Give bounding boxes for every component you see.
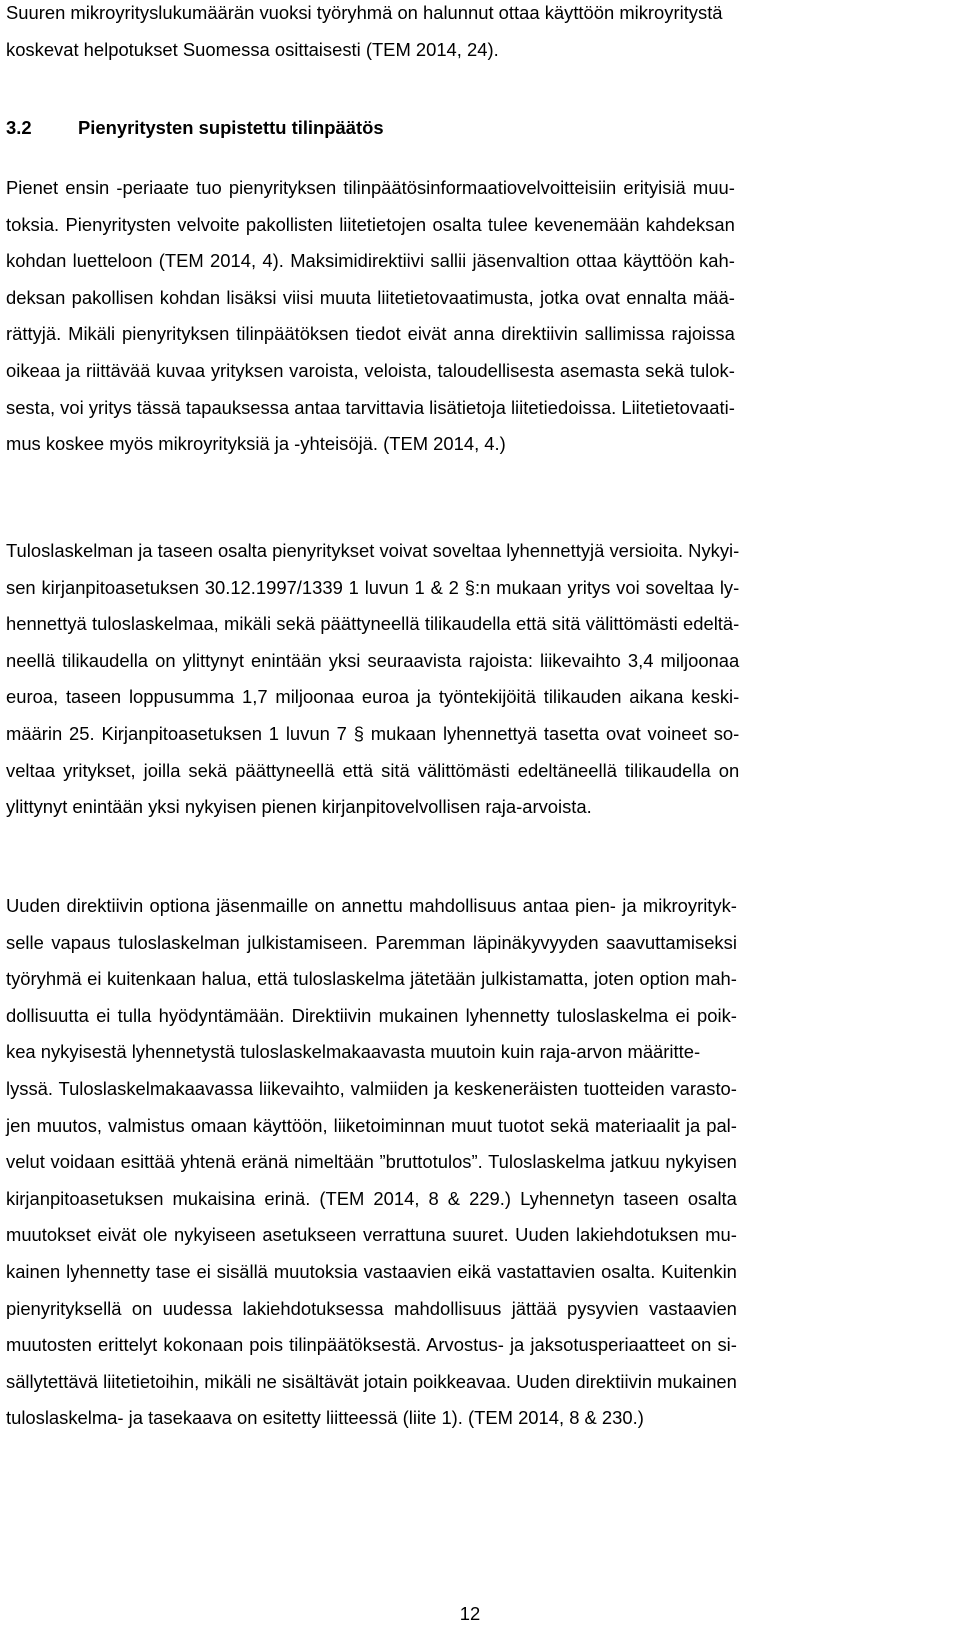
- text-line: ylittynyt enintään yksi nykyisen pienen kirjanpitovelvollisen raja-arvoista.: [6, 796, 592, 818]
- text-line: koskevat helpotukset Suomessa osittaisesti (TEM 2014, 24).: [6, 38, 499, 60]
- text-line: muutokset eivät ole nykyiseen asetukseen verrattuna suuret. Uuden lakiehdotuksen mu-: [6, 1224, 737, 1246]
- page-number: 12: [459, 1603, 481, 1624]
- intro-paragraph: [6, 0, 723, 68]
- text-line: euroa, taseen loppusumma 1,7 miljoonaa euroa ja työntekijöitä tilikauden aikana keski-: [6, 686, 740, 708]
- text-line: Uuden direktiivin optiona jäsenmaille on annettu mahdollisuus antaa pien- ja mikroyrityk-: [6, 895, 737, 916]
- text-line: veltaa yritykset, joilla sekä päättyneellä että sitä välittömästi edeltäneellä tilikaudella on: [6, 759, 740, 781]
- text-line: sen kirjanpitoasetuksen 30.12.1997/1339 1 luvun 1 & 2 §:n mukaan yritys voi soveltaa ly-: [6, 576, 740, 598]
- text-line: sällytettävä liitetietoihin, mikäli ne sisältävät jotain poikkeavaa. Uuden direktiivin mukainen: [6, 1370, 737, 1392]
- text-line: jen muutos, valmistus omaan käyttöön, liiketoiminnan muut tuotot sekä materiaalit ja pal-: [6, 1114, 737, 1136]
- text-line: Pienet ensin -periaate tuo pienyrityksen tilinpäätösinformaatiovelvoitteisiin erityisiä muu-: [6, 177, 735, 198]
- text-line: selle vapaus tuloslaskelman julkistamiseen. Paremman läpinäkyvyyden saavuttamiseksi: [6, 931, 737, 953]
- text-line: oikeaa ja riittävää kuvaa yrityksen varoista, veloista, taloudellisesta asemasta sekä tulok-: [6, 359, 735, 381]
- text-line: toksia. Pienyritysten velvoite pakollisten liitetietojen osalta tulee kevenemään kahdeksan: [6, 213, 735, 235]
- text-line: pienyrityksellä on uudessa lakiehdotuksessa mahdollisuus jättää pysyvien vastaavien: [6, 1297, 737, 1319]
- text-line: kea nykyisestä lyhennetystä tuloslaskelmakaavasta muutoin kuin raja-arvon määritte-: [6, 1041, 701, 1063]
- text-line: muutosten erittelyt kokonaan pois tilinpäätöksestä. Arvostus- ja jaksotusperiaatteet on si-: [6, 1334, 737, 1356]
- text-line: kainen lyhennetty tase ei sisällä muutoksia vastaavien eikä vastattavien osalta. Kuitenkin: [6, 1260, 737, 1282]
- paragraph-2: [6, 533, 739, 826]
- text-line: kohdan luetteloon (TEM 2014, 4). Maksimidirektiivi sallii jäsenvaltion ottaa käyttöön kah-: [6, 250, 735, 272]
- text-line: sesta, voi yritys tässä tapauksessa antaa tarvittavia lisätietoja liitetiedoissa. Liitetietovaati-: [6, 396, 735, 418]
- section-number: 3.2: [6, 117, 32, 138]
- text-line: työryhmä ei kuitenkaan halua, että tuloslaskelma jätetään julkistamatta, joten option mah-: [6, 968, 737, 990]
- text-line: neellä tilikaudella on ylittynyt enintään yksi seuraavista rajoista: liikevaihto 3,4 miljoonaa: [6, 649, 740, 671]
- text-line: hennettyä tuloslaskelmaa, mikäli sekä päättyneellä tilikaudella että sitä välittömästi edeltä-: [6, 613, 740, 635]
- text-line: tuloslaskelma- ja tasekaava on esitetty liitteessä (liite 1). (TEM 2014, 8 & 230.): [6, 1407, 644, 1429]
- section-title: Pienyritysten supistettu tilinpäätös: [78, 117, 384, 138]
- text-line: deksan pakollisen kohdan lisäksi viisi muuta liitetietovaatimusta, jotka ovat ennalta mää-: [6, 286, 735, 308]
- text-line: Suuren mikroyrityslukumäärän vuoksi työryhmä on halunnut ottaa käyttöön mikroyritystä: [6, 2, 723, 23]
- text-line: lyssä. Tuloslaskelmakaavassa liikevaihto, valmiiden ja keskeneräisten tuotteiden varasto-: [6, 1077, 737, 1099]
- paragraph-1: [6, 170, 735, 463]
- text-line: kirjanpitoasetuksen mukaisina erinä. (TEM 2014, 8 & 229.) Lyhennetyn taseen osalta: [6, 1187, 737, 1209]
- text-line: mus koskee myös mikroyrityksiä ja -yhteisöjä. (TEM 2014, 4.): [6, 433, 506, 455]
- text-line: Tuloslaskelman ja taseen osalta pienyritykset voivat soveltaa lyhennettyjä versioita. Nykyi-: [6, 540, 740, 561]
- text-line: velut voidaan esittää yhtenä eränä nimeltään ”bruttotulos”. Tuloslaskelma jatkuu nykyisen: [6, 1151, 737, 1173]
- text-line: dollisuutta ei tulla hyödyntämään. Direktiivin mukainen lyhennetty tuloslaskelma ei poik-: [6, 1004, 737, 1026]
- text-line: rättyjä. Mikäli pienyrityksen tilinpäätöksen tiedot eivät anna direktiivin sallimissa rajoissa: [6, 323, 735, 345]
- paragraph-3: [6, 888, 737, 1437]
- text-line: määrin 25. Kirjanpitoasetuksen 1 luvun 7 § mukaan lyhennettyä tasetta ovat voineet so-: [6, 722, 740, 744]
- section-heading: [6, 110, 384, 147]
